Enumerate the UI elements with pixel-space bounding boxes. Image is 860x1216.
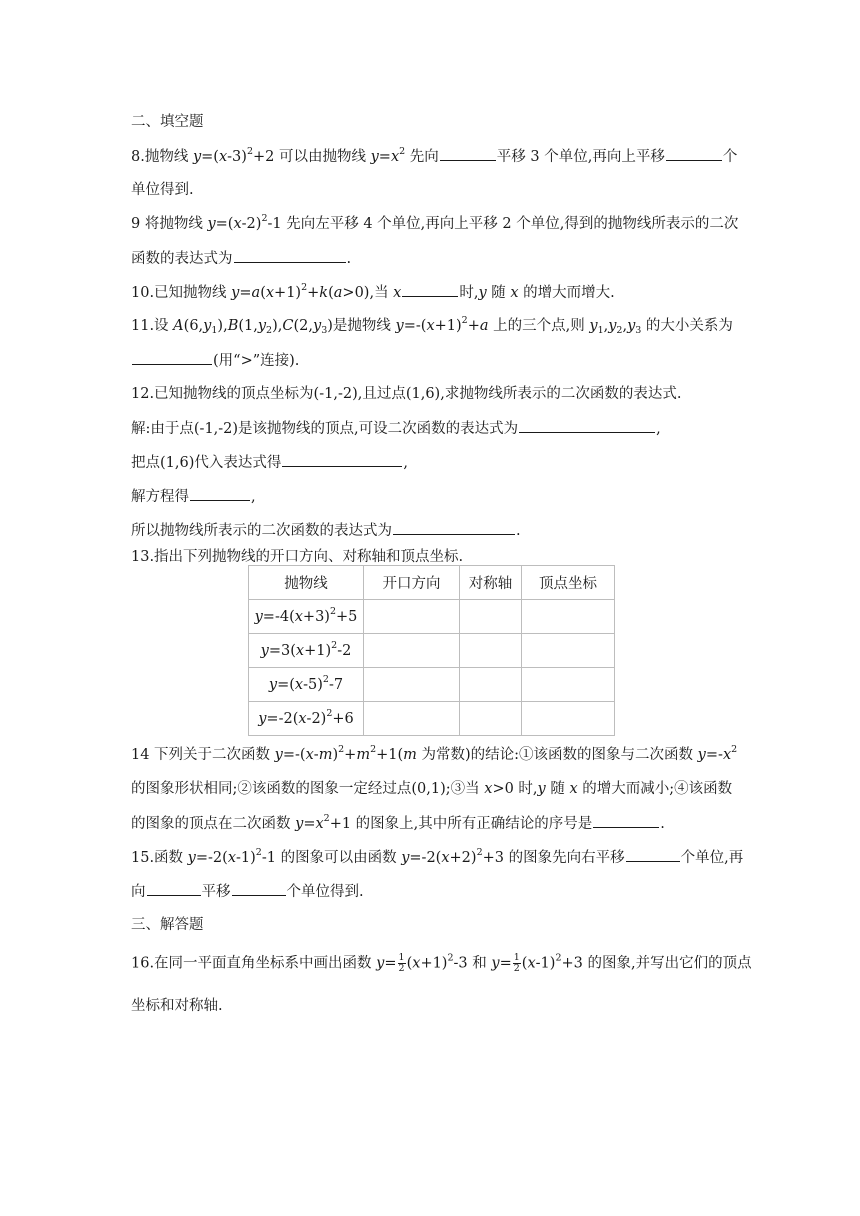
question-12-step-4: 所以抛物线所表示的二次函数的表达式为 . <box>131 520 521 541</box>
question-16-cont: 坐标和对称轴. <box>131 998 223 1014</box>
question-8: 8.抛物线 $y=(x-3)^2+2$ 可以由抛物线 $y=x^2$ 先向 平移 3 个单位,再向上平移 个 <box>131 146 738 165</box>
fraction-one-half: $\frac{1}{2}$ <box>513 952 520 974</box>
table-cell-parabola: $y=3(x+1)^2-2$ <box>249 634 364 668</box>
fraction-one-half: $\frac{1}{2}$ <box>398 952 405 974</box>
answer-blank[interactable] <box>234 248 346 263</box>
table-cell-answer[interactable] <box>522 634 615 668</box>
parabola-table <box>248 565 615 736</box>
table-row <box>249 668 615 702</box>
answer-blank[interactable] <box>626 847 680 862</box>
answer-blank[interactable] <box>393 520 515 535</box>
answer-blank[interactable] <box>232 881 286 896</box>
answer-blank[interactable] <box>666 146 722 161</box>
answer-blank[interactable] <box>519 418 655 433</box>
question-16: 16.在同一平面直角坐标系中画出函数 y= $\frac{1}{2}$ $(x+1)^2-3$ 和 y= $\frac{1}{2}$ $(x-1)^2+3$ 的图象,并写出它们的顶点 <box>131 952 752 974</box>
section-fill-in-heading: 二、填空题 <box>131 114 204 130</box>
question-11-cont: (用“>”连接). <box>131 350 299 371</box>
table-header-row <box>249 566 615 600</box>
table-cell-answer[interactable] <box>364 668 460 702</box>
answer-blank[interactable] <box>190 486 250 501</box>
question-14: 14 下列关于二次函数 $y=-(x-m)^2+m^2+1(m$ 为常数)的结论:①该函数的图象与二次函数 $y=-x^2$ <box>131 744 738 763</box>
table-cell-parabola: $y=-4(x+3)^2+5$ <box>249 600 364 634</box>
question-9: 9 将抛物线 $y=(x-2)^2-1$ 先向左平移 4 个单位,再向上平移 2 个单位,得到的抛物线所表示的二次 <box>131 213 739 232</box>
table-row <box>249 600 615 634</box>
question-11: 11.设 $A(6,y_1),B(1,y_2),C(2,y_3)$是抛物线 $y=-(x+1)^2+a$ 上的三个点,则 $y_1,y_2,y_3$ 的大小关系为 <box>131 315 733 336</box>
answer-blank[interactable] <box>440 146 496 161</box>
answer-blank[interactable] <box>402 282 458 297</box>
answer-blank[interactable] <box>282 452 402 467</box>
question-14-cont-1: 的图象形状相同;②该函数的图象一定经过点(0,1);③当 x>0 时,y 随 x 的增大而减小;④该函数 <box>131 781 733 797</box>
question-10: 10.已知抛物线 $y=a(x+1)^2+k(a>0)$,当 x 时,y 随 x 的增大而增大. <box>131 282 615 301</box>
answer-blank[interactable] <box>132 350 212 365</box>
table-header: 开口方向 <box>364 566 460 600</box>
answer-blank[interactable] <box>147 881 201 896</box>
question-12-step-1: 解:由于点(-1,-2)是该抛物线的顶点,可设二次函数的表达式为 , <box>131 418 661 439</box>
table-header: 顶点坐标 <box>522 566 615 600</box>
table-header: 抛物线 <box>249 566 364 600</box>
question-12: 12.已知抛物线的顶点坐标为(-1,-2),且过点(1,6),求抛物线所表示的二次函数的表达式. <box>131 386 682 402</box>
table-cell-answer[interactable] <box>522 668 615 702</box>
table-cell-answer[interactable] <box>460 634 522 668</box>
question-15: 15.函数 $y=-2(x-1)^2-1$ 的图象可以由函数 $y=-2(x+2)^2+3$ 的图象先向右平移 个单位,再 <box>131 847 744 866</box>
table-cell-answer[interactable] <box>364 702 460 736</box>
table-cell-answer[interactable] <box>460 702 522 736</box>
answer-blank[interactable] <box>593 813 659 828</box>
question-8-cont: 单位得到. <box>131 182 194 198</box>
table-row <box>249 634 615 668</box>
question-15-cont: 向 平移 个单位得到. <box>131 881 364 902</box>
question-14-cont-2: 的图象的顶点在二次函数 $y=x^2+1$ 的图象上,其中所有正确结论的序号是 . <box>131 813 665 832</box>
question-12-step-3: 解方程得 , <box>131 486 256 507</box>
question-12-step-2: 把点(1,6)代入表达式得 , <box>131 452 408 473</box>
table-cell-answer[interactable] <box>460 600 522 634</box>
question-9-cont: 函数的表达式为 . <box>131 248 351 269</box>
table-cell-answer[interactable] <box>522 702 615 736</box>
section-answer-heading: 三、解答题 <box>131 917 204 933</box>
table-cell-answer[interactable] <box>522 600 615 634</box>
table-cell-answer[interactable] <box>364 600 460 634</box>
table-cell-parabola: $y=-2(x-2)^2+6$ <box>249 702 364 736</box>
question-13: 13.指出下列抛物线的开口方向、对称轴和顶点坐标. <box>131 549 464 565</box>
table-header: 对称轴 <box>460 566 522 600</box>
table-cell-answer[interactable] <box>364 634 460 668</box>
table-cell-parabola: $y=(x-5)^2-7$ <box>249 668 364 702</box>
table-cell-answer[interactable] <box>460 668 522 702</box>
table-row <box>249 702 615 736</box>
